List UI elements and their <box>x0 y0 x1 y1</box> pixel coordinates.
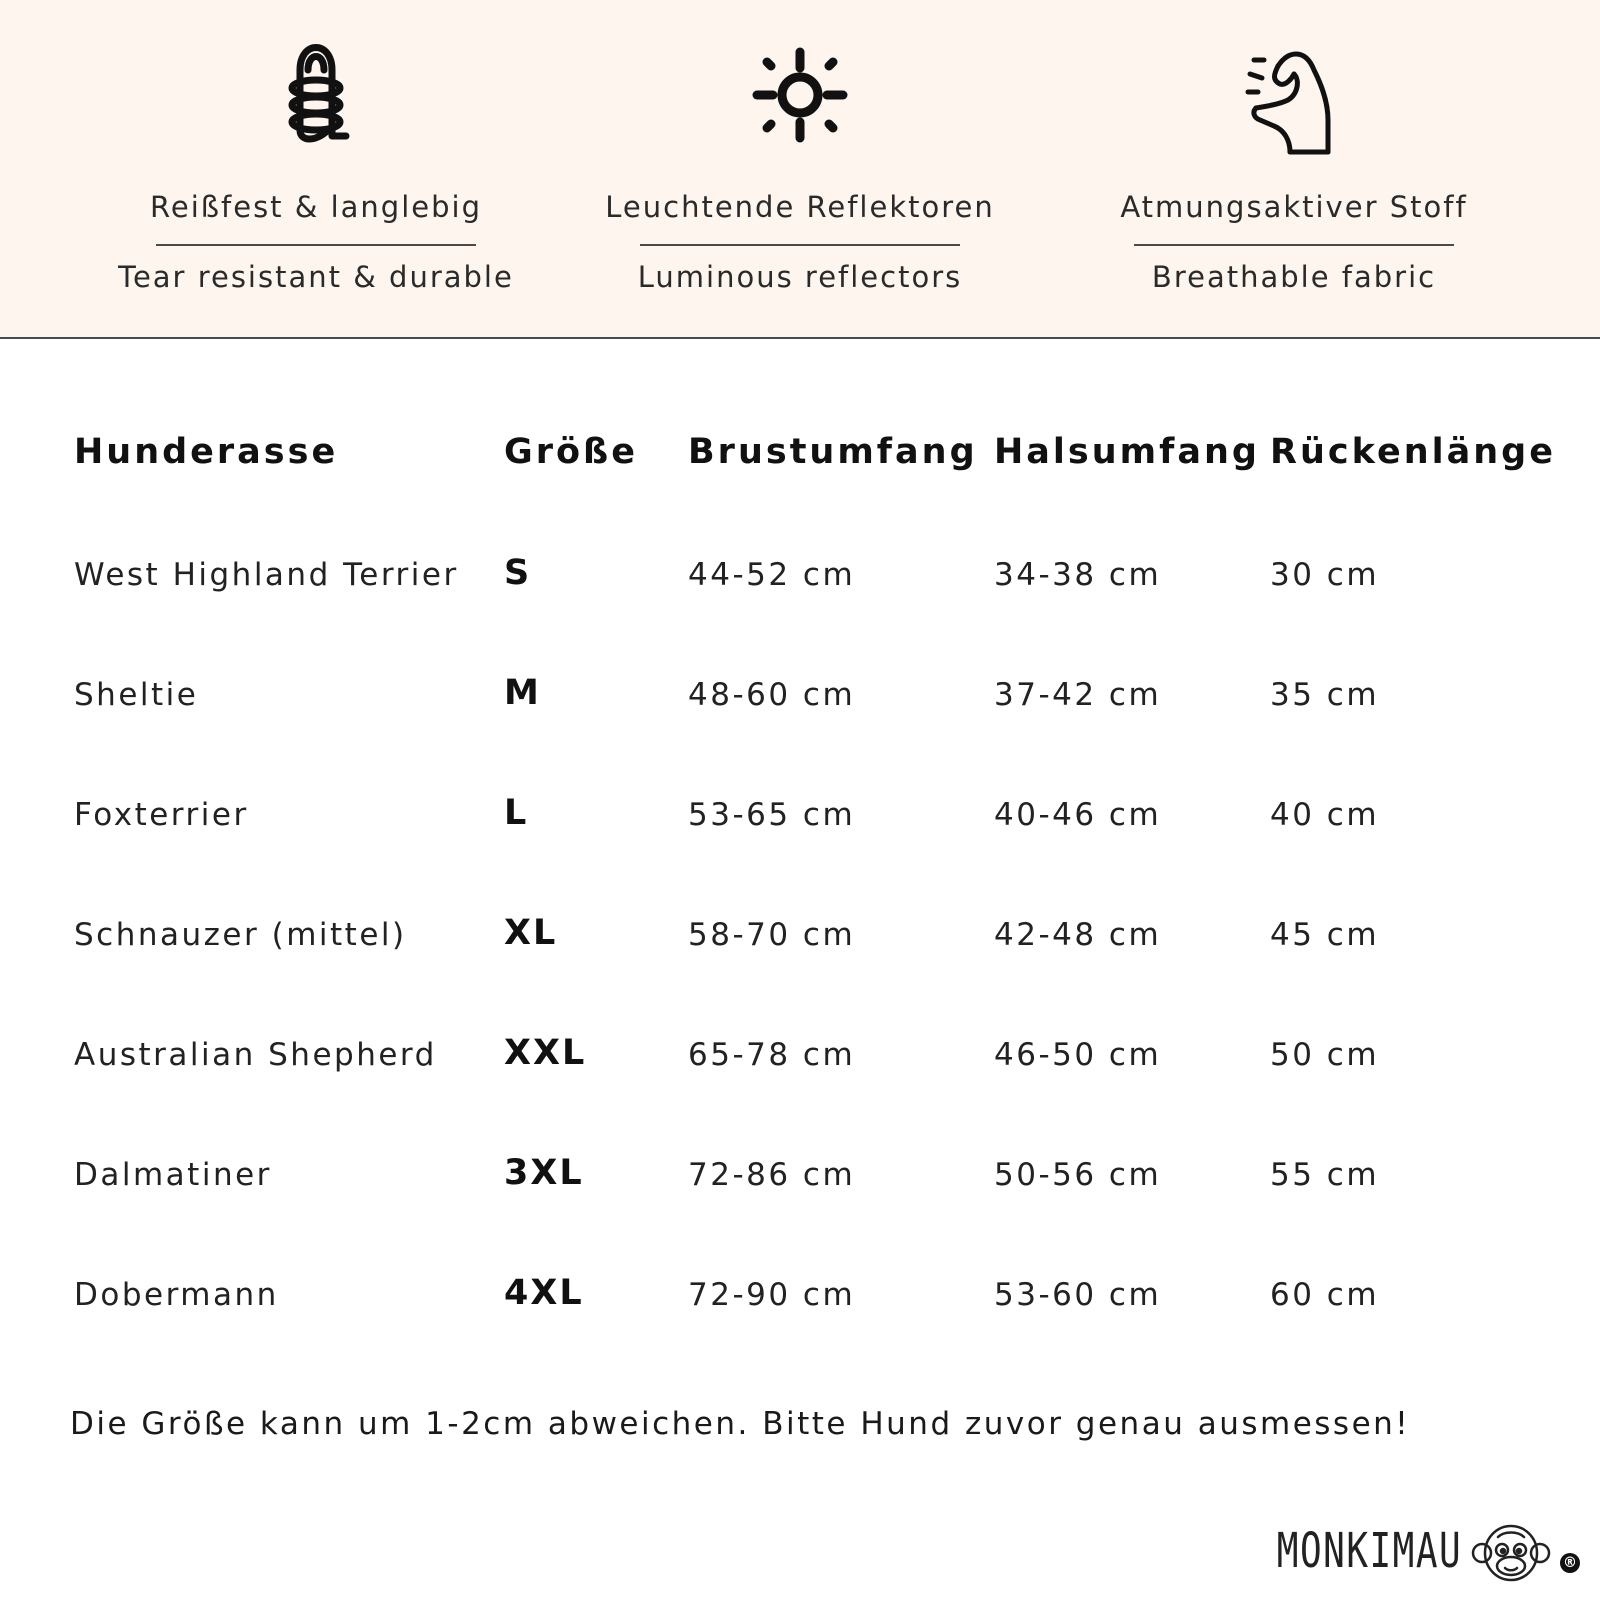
feature-divider <box>1134 244 1454 246</box>
cell-back: 40 cm <box>1270 797 1380 833</box>
cell-neck: 53-60 cm <box>994 1277 1162 1313</box>
feature-reflectors <box>560 0 1040 337</box>
cell-back: 60 cm <box>1270 1277 1380 1313</box>
header-neck: Halsumfang <box>994 432 1260 472</box>
cell-breed: Foxterrier <box>74 797 249 833</box>
cell-neck: 50-56 cm <box>994 1157 1162 1193</box>
cell-neck: 40-46 cm <box>994 797 1162 833</box>
cell-size: 3XL <box>504 1153 584 1193</box>
feature-tear-resistant <box>76 0 556 337</box>
feature-title-de: Leuchtende Reflektoren <box>605 190 995 224</box>
cell-back: 30 cm <box>1270 557 1380 593</box>
cell-chest: 44-52 cm <box>688 557 856 593</box>
cell-chest: 72-86 cm <box>688 1157 856 1193</box>
cell-size: S <box>504 553 532 593</box>
rope-knot-icon <box>256 30 376 160</box>
cell-neck: 42-48 cm <box>994 917 1162 953</box>
cell-size: M <box>504 673 541 713</box>
header-back: Rückenlänge <box>1270 432 1556 472</box>
feature-divider <box>640 244 960 246</box>
cell-chest: 72-90 cm <box>688 1277 856 1313</box>
feature-title-en: Tear resistant & durable <box>118 260 514 294</box>
cell-neck: 34-38 cm <box>994 557 1162 593</box>
cell-size: L <box>504 793 529 833</box>
cell-back: 50 cm <box>1270 1037 1380 1073</box>
feature-divider <box>156 244 476 246</box>
cell-chest: 53-65 cm <box>688 797 856 833</box>
feature-breathable <box>1054 0 1534 337</box>
sun-icon <box>740 30 860 160</box>
cell-breed: Dobermann <box>74 1277 279 1313</box>
features-band <box>0 0 1600 339</box>
cell-size: XL <box>504 913 558 953</box>
feature-title-en: Luminous reflectors <box>637 260 963 294</box>
header-chest: Brustumfang <box>688 432 978 472</box>
cell-back: 55 cm <box>1270 1157 1380 1193</box>
cell-size: XXL <box>504 1033 587 1073</box>
header-size: Größe <box>504 432 638 472</box>
cell-chest: 48-60 cm <box>688 677 856 713</box>
cell-back: 35 cm <box>1270 677 1380 713</box>
cell-neck: 37-42 cm <box>994 677 1162 713</box>
cell-size: 4XL <box>504 1273 584 1313</box>
cell-back: 45 cm <box>1270 917 1380 953</box>
registered-mark: ® <box>1560 1553 1580 1573</box>
monkey-face-icon <box>1470 1515 1552 1585</box>
cell-neck: 46-50 cm <box>994 1037 1162 1073</box>
feature-title-de: Reißfest & langlebig <box>150 190 482 224</box>
cell-breed: West Highland Terrier <box>74 557 459 593</box>
feature-title-en: Breathable fabric <box>1151 260 1437 294</box>
header-breed: Hunderasse <box>74 432 339 472</box>
cell-breed: Australian Shepherd <box>74 1037 437 1073</box>
cell-breed: Sheltie <box>74 677 199 713</box>
cell-chest: 58-70 cm <box>688 917 856 953</box>
hand-pinch-icon <box>1234 30 1354 160</box>
brand-name: MONKIMAU <box>1276 1523 1462 1579</box>
cell-chest: 65-78 cm <box>688 1037 856 1073</box>
cell-breed: Dalmatiner <box>74 1157 272 1193</box>
feature-title-de: Atmungsaktiver Stoff <box>1120 190 1468 224</box>
cell-breed: Schnauzer (mittel) <box>74 917 407 953</box>
sizing-note: Die Größe kann um 1-2cm abweichen. Bitte Hund zuvor genau ausmessen! <box>70 1406 1411 1442</box>
